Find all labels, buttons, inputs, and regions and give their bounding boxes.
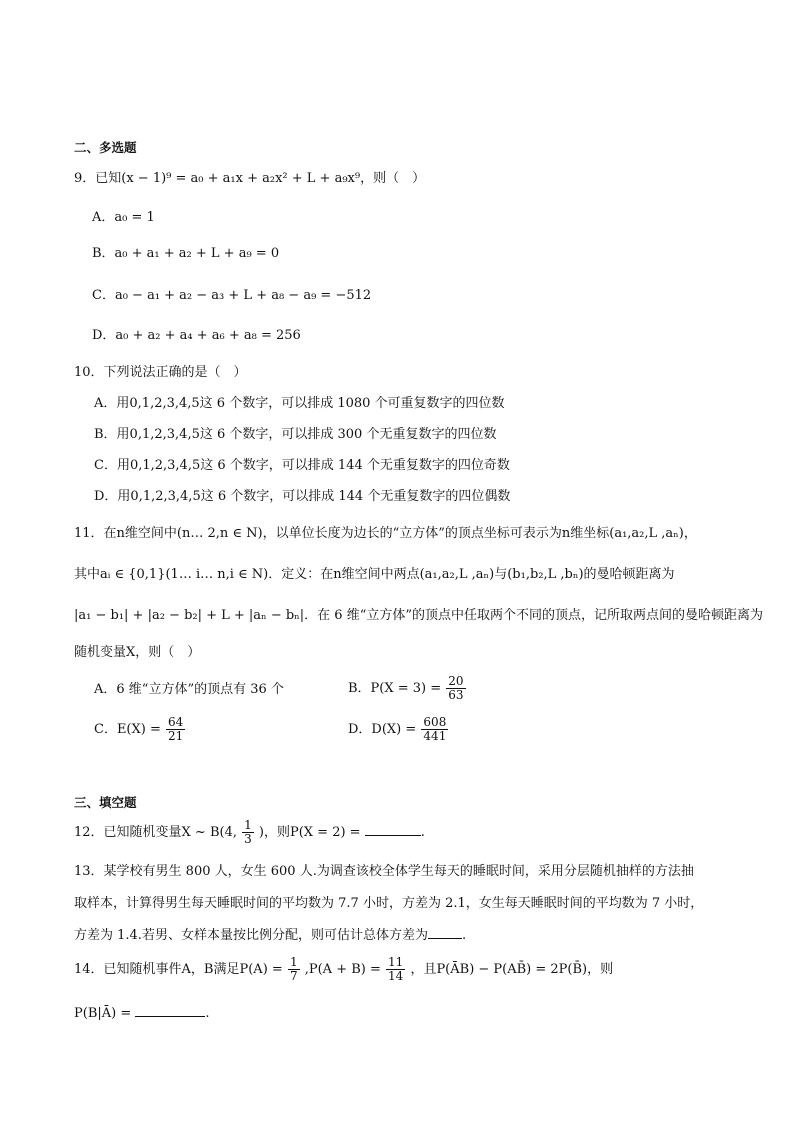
question-9-option-b: B．a₀ + a₁ + a₂ + L + a₉ = 0: [92, 246, 280, 261]
fraction-denominator: 21: [168, 729, 184, 743]
fraction-denominator: 14: [388, 969, 404, 983]
option-b-prefix: B．P(X = 3) =: [348, 681, 442, 696]
fraction-numerator: 608: [423, 715, 447, 729]
question-13-end: .: [461, 928, 467, 943]
question-11-line-1: 11．在n维空间中(n… 2,n ∈ N)，以单位长度为边长的“立方体”的顶点坐标可表示为n维坐标(a₁,a₂,L ,aₙ)，: [74, 526, 697, 541]
question-12-fraction: [242, 819, 254, 846]
question-9-stem: 9．已知(x − 1)⁹ = a₀ + a₁x + a₂x² + L + a₉x⁹，则（ ）: [74, 171, 426, 186]
question-9-option-a: A．a₀ = 1: [92, 210, 155, 225]
question-14-line-2-text: P(B|Ā) =: [74, 1006, 132, 1021]
fraction-numerator: 1: [244, 818, 252, 832]
fraction-numerator: 64: [168, 715, 184, 729]
option-d-fraction: [421, 716, 448, 743]
answer-blank[interactable]: [135, 1004, 205, 1017]
question-12-post: )，则P(X = 2) =: [258, 825, 361, 840]
answer-blank[interactable]: [428, 926, 462, 939]
question-13-line-3-text: 方差为 1.4.若男、女样本量按比例分配，则可估计总体方差为: [74, 928, 428, 943]
question-14-pre: 14．已知随机事件A，B满足P(A) =: [74, 962, 283, 977]
option-c-prefix: C．E(X) =: [94, 722, 161, 737]
question-14-line-2: [74, 1004, 210, 1023]
question-11-line-4: 随机变量X，则（ ）: [74, 645, 201, 660]
option-c-fraction: [166, 716, 185, 743]
question-14-fraction-1: [288, 956, 300, 983]
question-11-option-c: [94, 715, 186, 745]
question-12: [74, 818, 425, 848]
fraction-numerator: 1: [289, 955, 298, 969]
question-10-option-b: B．用0,1,2,3,4,5这 6 个数字，可以排成 300 个无重复数字的四位数: [94, 427, 497, 442]
question-12-pre: 12．已知随机变量X ~ B(4,: [74, 825, 237, 840]
question-14-line-1: [74, 955, 613, 985]
question-12-end: .: [420, 825, 425, 840]
fraction-numerator: 11: [388, 955, 404, 969]
fraction-numerator: 20: [448, 674, 464, 688]
answer-blank[interactable]: [365, 823, 421, 836]
question-11-option-d: [348, 715, 449, 745]
option-b-fraction: [446, 675, 465, 702]
section-title-fill-in: 三、填空题: [74, 795, 137, 810]
question-14-mid: ,P(A + B) =: [304, 962, 381, 977]
question-9-option-c: C．a₀ − a₁ + a₂ − a₃ + L + a₈ − a₉ = −512: [92, 288, 372, 303]
question-13-line-1: 13．某学校有男生 800 人，女生 600 人.为调查该校全体学生每天的睡眠时间，采用分层随机抽样的方法抽: [74, 864, 694, 879]
option-d-prefix: D．D(X) =: [348, 722, 417, 737]
question-14-post: ，且P(ĀB) − P(AB̄) = 2P(B̄)，则: [410, 962, 614, 977]
question-13-line-3: [74, 926, 466, 945]
question-14-fraction-2: [386, 956, 405, 983]
question-10-stem: 10．下列说法正确的是（ ）: [74, 365, 247, 380]
question-10-option-c: C．用0,1,2,3,4,5这 6 个数字，可以排成 144 个无重复数字的四位奇数: [94, 458, 510, 473]
question-11-line-3: |a₁ − b₁| + |a₂ − b₂| + L + |aₙ − bₙ|．在 6 维“立方体”的顶点中任取两个不同的顶点，记所取两点间的曼哈顿距离为: [74, 608, 763, 623]
question-14-end: .: [205, 1006, 210, 1021]
question-10-option-d: D．用0,1,2,3,4,5这 6 个数字，可以排成 144 个无重复数字的四位偶数: [94, 489, 511, 504]
section-title-multiple-choice: 二、多选题: [74, 140, 137, 155]
question-11-option-a: A．6 维“立方体”的顶点有 36 个: [94, 682, 284, 697]
fraction-denominator: 3: [244, 832, 252, 846]
fraction-denominator: 63: [448, 688, 464, 702]
fraction-denominator: 441: [423, 729, 447, 743]
question-13-line-2: 取样本，计算得男生每天睡眠时间的平均数为 7.7 小时，方差为 2.1，女生每天睡眠时间的平均数为 7 小时，: [74, 896, 704, 911]
question-11-option-b: [348, 674, 467, 704]
question-10-option-a: A．用0,1,2,3,4,5这 6 个数字，可以排成 1080 个可重复数字的四位数: [94, 396, 505, 411]
question-11-line-2: 其中aᵢ ∈ {0,1}(1… i… n,i ∈ N)．定义：在n维空间中两点(a₁,a₂,L ,aₙ)与(b₁,b₂,L ,bₙ)的曼哈顿距离为: [74, 567, 675, 582]
question-9-option-d: D．a₀ + a₂ + a₄ + a₆ + a₈ = 256: [92, 328, 301, 343]
fraction-denominator: 7: [289, 969, 298, 983]
